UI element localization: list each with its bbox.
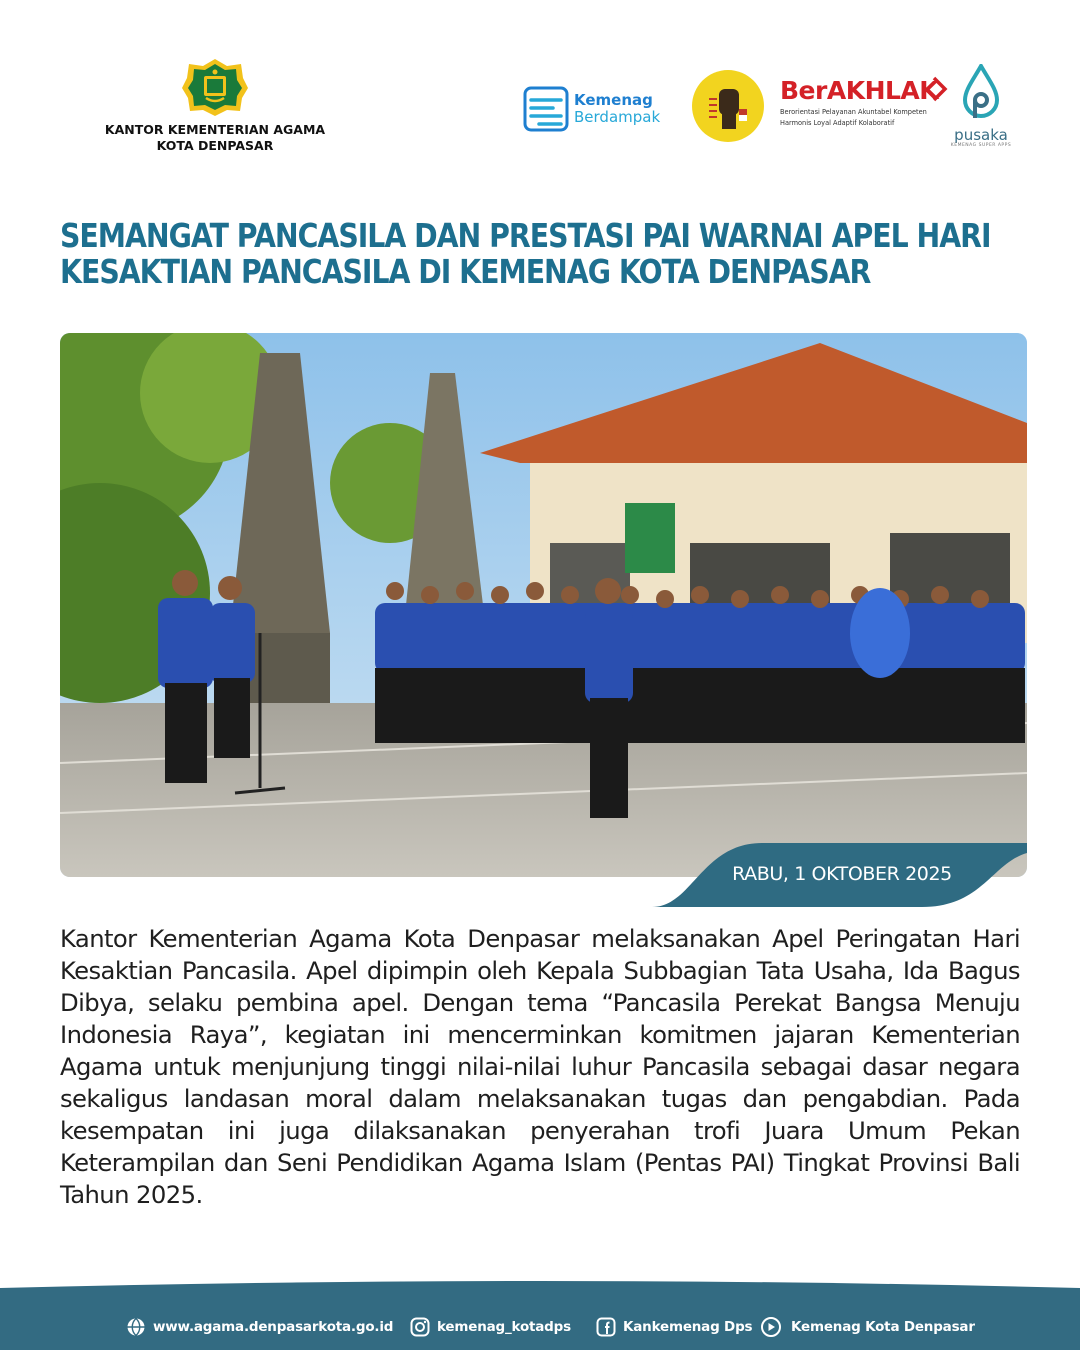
- berakhlak-wordmark: [780, 76, 950, 106]
- pusaka-logo: [946, 64, 1016, 148]
- raised-fist-icon: [703, 79, 753, 133]
- article-body: Kantor Kementerian Agama Kota Denpasar melaksanakan Apel Peringatan Hari Kesaktian Pancasila. Apel dipimpin oleh Kepala Subbagian Tata Usaha, Ida Bagus Dibya, selaku pembina apel. Dengan tema “Pancasila Perekat Bangsa Menuju Indonesia Raya”, kegiatan ini mencerminkan komitmen jajaran Kementerian Agama untuk menjunjung tinggi nilai-nilai luhur Pancasila sebagai dasar negara sekaligus landasan moral dalam melaksanakan tugas dan pengabdian. Pada kesempatan ini juga dilaksanakan penyerahan trofi Juara Umum Pekan Keterampilan dan Seni Pendidikan Agama Islam (Pentas PAI) Tingkat Provinsi Bali Tahun 2025.: [60, 924, 1020, 1209]
- facebook-name[interactable]: Kankemenag Dps: [623, 1319, 753, 1335]
- partner-logos: [520, 62, 1020, 152]
- youtube-icon: [760, 1317, 784, 1337]
- date-banner: [652, 843, 1027, 907]
- kemenag-berdampak-logo: [523, 84, 675, 134]
- berakhlak-main: AKHLAK: [826, 76, 939, 105]
- berdampak-mark-icon: [523, 86, 569, 132]
- instagram-icon: [410, 1317, 430, 1337]
- berdampak-line2: Berdampak: [574, 108, 661, 126]
- berakhlak-logo: [780, 76, 950, 136]
- footer-website[interactable]: [126, 1316, 393, 1338]
- org-name-line1: KANTOR KEMENTERIAN AGAMA: [104, 122, 326, 137]
- instagram-handle[interactable]: kemenag_kotadps: [437, 1319, 571, 1335]
- article-title: SEMANGAT PANCASILA DAN PRESTASI PAI WARNAI APEL HARI KESAKTIAN PANCASILA DI KEMENAG KOTA DENPASAR: [60, 216, 991, 291]
- kemenag-emblem-icon: [182, 58, 248, 116]
- footer-youtube[interactable]: [760, 1316, 975, 1338]
- globe-icon: [126, 1317, 146, 1337]
- footer-instagram[interactable]: [410, 1316, 571, 1338]
- footer-facebook[interactable]: [596, 1316, 752, 1338]
- article-date: RABU, 1 OKTOBER 2025: [732, 863, 952, 885]
- berakhlak-sub-line2: Harmonis Loyal Adaptif Kolaboratif: [780, 119, 895, 127]
- semangat-circle-logo: [692, 70, 764, 142]
- organization-block: [95, 58, 335, 154]
- berakhlak-sub-line1: Berorientasi Pelayanan Akuntabel Kompeten: [780, 108, 927, 116]
- footer-bar: [0, 1280, 1080, 1350]
- berakhlak-prefix: Ber: [780, 76, 827, 105]
- org-name-line2: KOTA DENPASAR: [156, 138, 274, 153]
- ceremony-photo: [60, 333, 1027, 877]
- facebook-icon: [596, 1317, 616, 1337]
- pusaka-subtitle: KEMENAG SUPER APPS: [950, 143, 1012, 148]
- pusaka-name: pusaka: [954, 126, 1008, 144]
- website-link[interactable]: www.agama.denpasarkota.go.id: [153, 1319, 394, 1335]
- pusaka-drop-icon: [961, 64, 1001, 120]
- berdampak-line1: Kemenag: [574, 91, 653, 109]
- youtube-channel[interactable]: Kemenag Kota Denpasar: [791, 1319, 975, 1335]
